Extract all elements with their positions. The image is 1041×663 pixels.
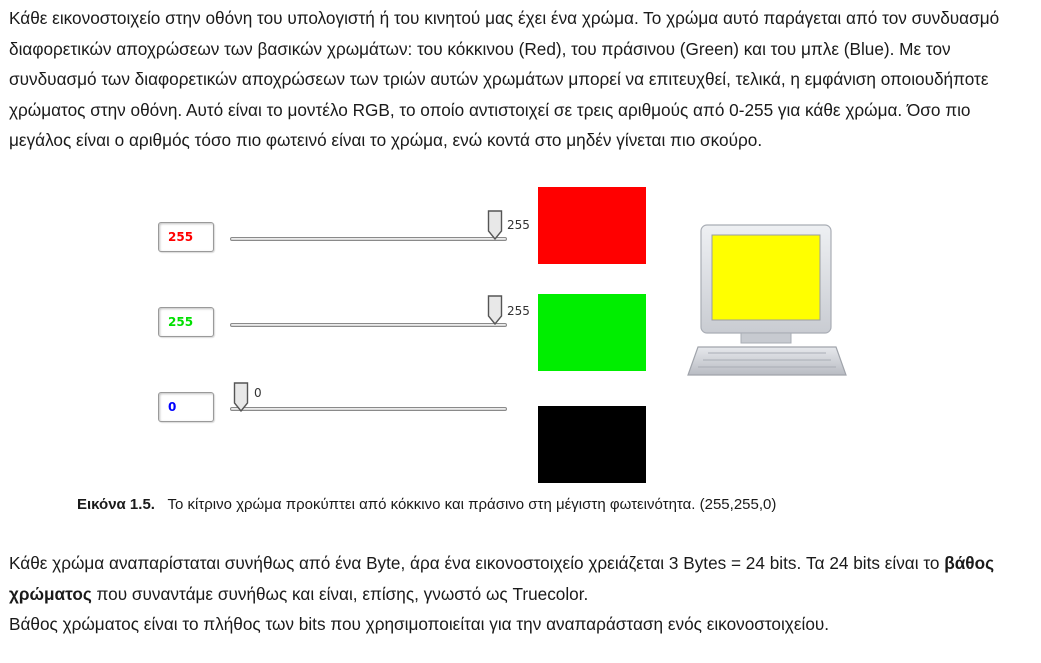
red-swatch xyxy=(538,187,646,264)
color-depth-term: βάθος χρώματος xyxy=(9,553,995,604)
para2-text-3: Βάθος χρώματος είναι το πλήθος των bits που χρησιμοποιείται για την αναπαράσταση ενός εικονοστοιχείου. xyxy=(9,614,830,634)
blue-slider-track[interactable] xyxy=(230,407,507,411)
green-slider-track[interactable] xyxy=(230,323,507,327)
red-thumb-label: 255 xyxy=(507,218,530,232)
green-slider-thumb[interactable] xyxy=(487,295,503,325)
red-slider-track[interactable] xyxy=(230,237,507,241)
green-swatch xyxy=(538,294,646,371)
red-value-field[interactable]: 255 xyxy=(158,222,214,252)
caption-text: Το κίτρινο χρώμα προκύπτει από κόκκινο και πράσινο στη μέγιστη φωτεινότητα. (255,255,0) xyxy=(167,496,777,513)
para2-text-2: που συναντάμε συνήθως και είναι, επίσης, γνωστό ως Truecolor. xyxy=(91,583,589,604)
blue-swatch xyxy=(538,406,646,483)
blue-value-field[interactable]: 0 xyxy=(158,392,214,422)
color-depth-paragraph xyxy=(9,548,1019,640)
green-value-field[interactable]: 255 xyxy=(158,307,214,337)
figure-caption xyxy=(77,495,776,515)
blue-thumb-label: 0 xyxy=(254,386,262,400)
computer-monitor-icon xyxy=(686,220,848,380)
caption-label: Εικόνα 1.5. xyxy=(77,496,155,513)
para2-text-1: Κάθε χρώμα αναπαρίσταται συνήθως από ένα Byte, άρα ένα εικονοστοιχείο χρειάζεται 3 Bytes = 24 bits. Τα 24 bits είναι το xyxy=(9,553,945,573)
intro-paragraph: Κάθε εικονοστοιχείο στην οθόνη του υπολογιστή ή του κινητού μας έχει ένα χρώμα. Το χρώμα αυτό παράγεται από τον συνδυασμό διαφορετικών αποχρώσεων των βασικών χρωμάτων: του κόκκινου (Red), του πράσινου (Green) και του μπλε (Blue). Με τον συνδυασμό των διαφορετικών αποχρώσεων των τριών αυτών χρωμάτων μπορεί να επιτευχθεί, τελικά, η εμφάνιση οποιουδήποτε χρώματος στην οθόνη. Αυτό είναι το μοντέλο RGB, το οποίο αντιστοιχεί σε τρεις αριθμούς από 0-255 για κάθε χρώμα. Όσο πιο μεγάλος είναι ο αριθμός τόσο πιο φωτεινό είναι το χρώμα, ενώ κοντά στο μηδέν γίνεται πιο σκούρο. xyxy=(9,8,1000,150)
rgb-figure xyxy=(0,180,1041,520)
blue-slider-thumb[interactable] xyxy=(233,382,249,412)
red-slider-thumb[interactable] xyxy=(487,210,503,240)
green-thumb-label: 255 xyxy=(507,304,530,318)
